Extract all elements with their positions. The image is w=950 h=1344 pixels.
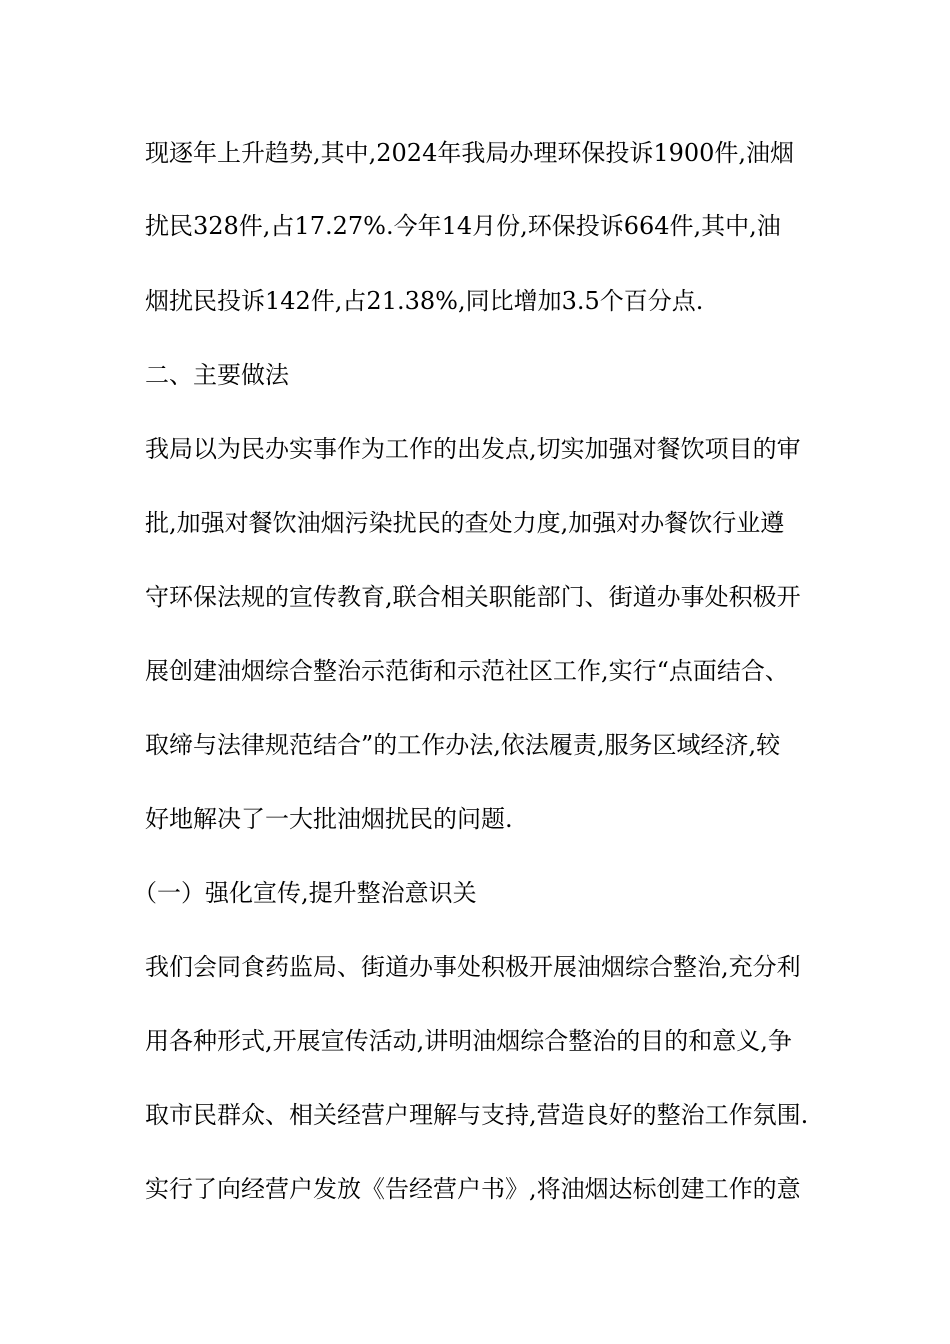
paragraph-line: 扰民328件,占17.27%.今年14月份,环保投诉664件,其中,油 <box>145 212 781 240</box>
paragraph-line: 守环保法规的宣传教育,联合相关职能部门、街道办事处积极开 <box>145 583 801 611</box>
paragraph-line: 我们会同食药监局、街道办事处积极开展油烟综合整治,充分利 <box>145 953 801 981</box>
paragraph-line: 取市民群众、相关经营户理解与支持,营造良好的整治工作氛围. <box>145 1101 809 1129</box>
subsection-heading: （一）强化宣传,提升整治意识关 <box>133 879 477 907</box>
paragraph-line: 我局以为民办实事作为工作的出发点,切实加强对餐饮项目的审 <box>145 435 801 463</box>
paragraph-line: 好地解决了一大批油烟扰民的问题. <box>145 805 513 833</box>
paragraph-line: 展创建油烟综合整治示范街和示范社区工作,实行“点面结合、 <box>145 657 789 685</box>
paragraph-line: 取缔与法律规范结合”的工作办法,依法履责,服务区域经济,较 <box>145 731 781 759</box>
section-heading: 二、主要做法 <box>145 361 289 389</box>
paragraph-line: 用各种形式,开展宣传活动,讲明油烟综合整治的目的和意义,争 <box>145 1027 792 1055</box>
paragraph-line: 实行了向经营户发放《告经营户书》,将油烟达标创建工作的意 <box>145 1175 801 1203</box>
paragraph-line: 现逐年上升趋势,其中,2024年我局办理环保投诉1900件,油烟 <box>145 139 795 167</box>
paragraph-line: 批,加强对餐饮油烟污染扰民的查处力度,加强对办餐饮行业遵 <box>145 509 785 537</box>
paragraph-line: 烟扰民投诉142件,占21.38%,同比增加3.5个百分点. <box>145 287 704 315</box>
